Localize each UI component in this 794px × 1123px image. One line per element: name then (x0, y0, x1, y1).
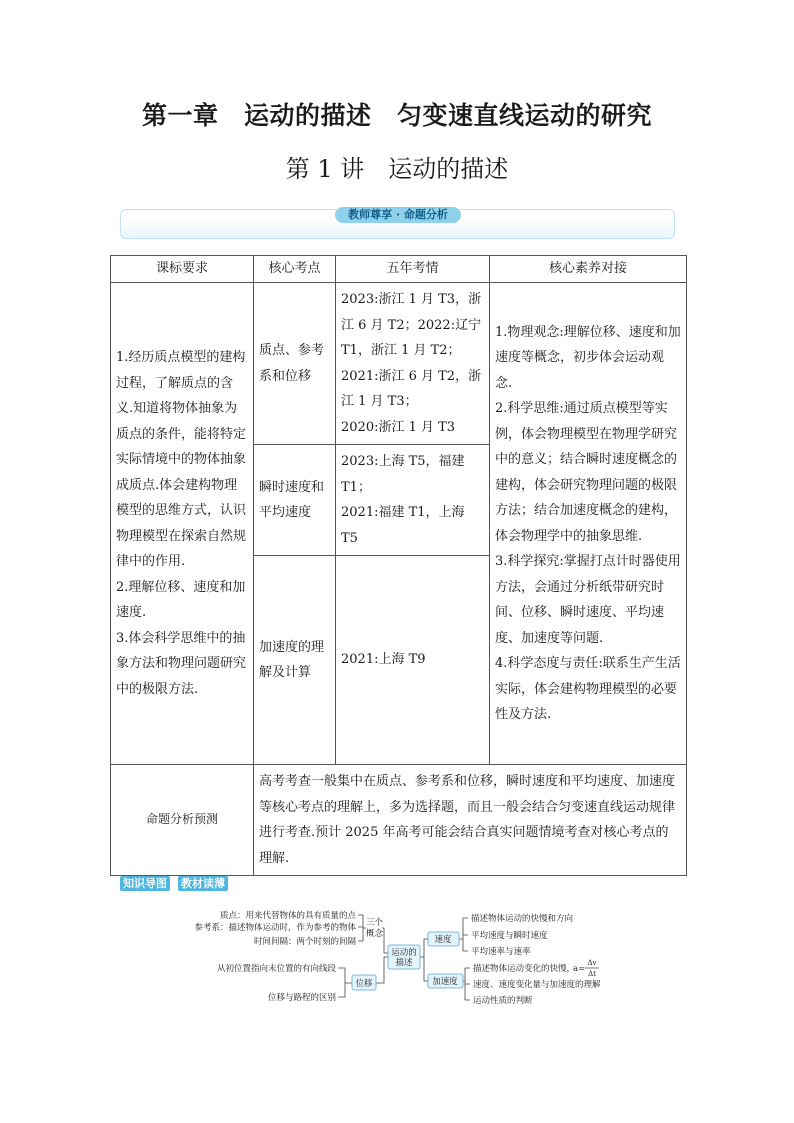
header-literacy: 核心素养对接 (490, 256, 687, 283)
literacy-cell: 1.物理观念:理解位移、速度和加速度等概念，初步体会运动观念. 2.科学思维:通过质点模型等实例，体会物理模型在物理学研究中的意义；结合瞬时速度概念的建构，体会研究物理问题的极限方法；结合加速度概念的建构，体会物理学中的抽象思维. 3.科学探究:掌握打点计时器使用方法，会通过分析纸带研究时间、位移、瞬时速度、平均速度、加速度等问题. 4.科学态度与责任:联系生产生活实际，体会建构物理模型的必要性及方法. (490, 283, 687, 765)
accel-item: 运动性质的判断 (473, 996, 533, 1006)
formula-lhs: a= (573, 964, 586, 974)
header-exams: 五年考情 (336, 256, 490, 283)
velocity-label: 速度 (434, 935, 452, 945)
topic-cell: 加速度的理解及计算 (254, 556, 336, 765)
lecture-title: 第 1 讲 运动的描述 (285, 155, 509, 183)
teacher-banner (120, 209, 675, 239)
topic-cell: 瞬时速度和平均速度 (254, 445, 336, 556)
concept-item: 质点：用来代替物体的具有质量的点 (219, 911, 356, 921)
displacement-label: 位移 (355, 979, 373, 989)
displacement-item: 从初位置指向末位置的有向线段 (216, 964, 336, 974)
concept-item: 参考系：描述物体运动时，作为参考的物体 (194, 923, 356, 933)
chapter-title: 第一章 运动的描述 匀变速直线运动的研究 (141, 101, 652, 130)
header-requirements: 课标要求 (111, 256, 254, 283)
concept-item: 时间间隔：两个时刻的间隔 (253, 937, 356, 947)
requirements-cell: 1.经历质点模型的建构过程，了解质点的含义.知道将物体抽象为质点的条件，能将特定实际情境中的物体抽象成质点.体会建构物理模型的思维方式，认识物理模型在探索自然规律中的作用. 2.理解位移、速度和加速度. 3.体会科学思维中的抽象方法和物理问题研究中的极限方法. (111, 283, 254, 765)
knowledge-map-tag: 知识导图 (120, 876, 170, 891)
exam-cell: 2023:浙江 1 月 T3，浙江 6 月 T2；2022:辽宁 T1，浙江 1 月 T2； 2021:浙江 6 月 T2，浙江 1 月 T3； 2020:浙江 1 月 T3 (336, 283, 490, 445)
center-label-line1: 运动的 (391, 948, 417, 958)
velocity-item: 平均速度与瞬时速度 (471, 931, 548, 941)
exam-cell: 2023:上海 T5，福建 T1； 2021:福建 T1，上海 T5 (336, 445, 490, 556)
center-label-line2: 描述 (395, 958, 413, 968)
accel-item: 描述物体运动变化的快慢， (473, 964, 576, 974)
knowledge-mindmap (180, 905, 610, 1009)
prediction-row (111, 765, 687, 876)
table-header-row (111, 256, 687, 283)
table-row (111, 283, 687, 445)
accel-item: 速度、速度变化量与加速度的理解 (473, 980, 601, 990)
prediction-label: 命题分析预测 (111, 765, 254, 876)
concepts-label-line2: 概念 (366, 929, 384, 939)
textbook-tag: 教材读薄 (178, 876, 228, 891)
banner-label: 教师尊享 · 命题分析 (335, 207, 461, 223)
topic-cell: 质点、参考系和位移 (254, 283, 336, 445)
analysis-table (110, 255, 687, 876)
exam-cell: 2021:上海 T9 (336, 556, 490, 765)
formula-numerator: Δv (587, 959, 597, 967)
header-topics: 核心考点 (254, 256, 336, 283)
velocity-item: 平均速率与速率 (471, 947, 531, 957)
concepts-label-line1: 三个 (366, 918, 384, 928)
velocity-item: 描述物体运动的快慢和方向 (471, 914, 574, 924)
prediction-text: 高考考查一般集中在质点、参考系和位移，瞬时速度和平均速度、加速度等核心考点的理解上，多为选择题，而且一般会结合匀变速直线运动规律进行考查.预计 2025 年高考可能会结合真实问题情境考查对核心考点的理解. (254, 765, 687, 876)
displacement-item: 位移与路程的区别 (267, 993, 336, 1003)
accel-label: 加速度 (432, 977, 458, 987)
formula-denominator: Δt (588, 970, 596, 978)
